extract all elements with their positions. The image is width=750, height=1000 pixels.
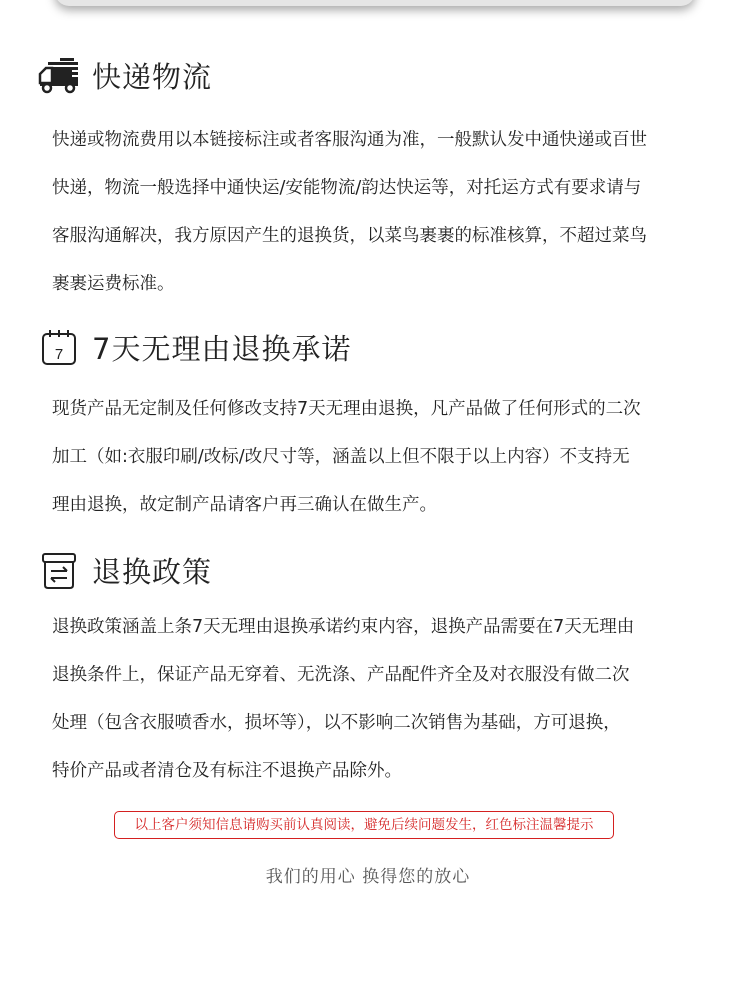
text-line: 现货产品无定制及任何修改支持7天无理由退换，凡产品做了任何形式的二次 — [52, 399, 641, 419]
text-line: 特价产品或者清仓及有标注不退换产品除外。 — [52, 761, 402, 781]
text-line: 裹裹运费标准。 — [52, 274, 175, 294]
text-line: 快递或物流费用以本链接标注或者客服沟通为准，一般默认发中通快递或百世 — [52, 130, 647, 150]
exchange-box-icon — [38, 551, 82, 591]
calendar-day-number: 7 — [54, 345, 64, 363]
delivery-truck-icon — [38, 56, 82, 96]
section-body-delivery — [52, 124, 702, 316]
section-body-exchange-policy — [52, 611, 702, 803]
text-line: 理由退换，故定制产品请客户再三确认在做生产。 — [52, 495, 437, 515]
section-title: 7天无理由退换承诺 — [92, 332, 352, 366]
top-card-edge — [55, 0, 695, 6]
calendar-icon — [38, 328, 82, 368]
text-line: 处理（包含衣服喷香水，损坏等），以不影响二次销售为基础，方可退换， — [52, 713, 621, 733]
text-line: 快递，物流一般选择中通快运/安能物流/韵达快运等，对托运方式有要求请与 — [52, 178, 642, 198]
text-line: 退换政策涵盖上条7天无理由退换承诺约束内容，退换产品需要在7天无理由 — [52, 617, 635, 637]
section-heading-seven-day — [38, 327, 351, 368]
footer-slogan: 我们的用心 换得您的放心 — [265, 867, 471, 887]
section-title: 快递物流 — [92, 60, 213, 94]
text-line: 客服沟通解决，我方原因产生的退换货，以菜鸟裹裹的标准核算，不超过菜鸟 — [52, 226, 647, 246]
section-heading-exchange-policy — [38, 550, 212, 591]
section-body-seven-day — [52, 393, 702, 537]
section-title: 退换政策 — [92, 555, 213, 589]
text-line: 加工（如:衣服印刷/改标/改尺寸等，涵盖以上但不限于以上内容）不支持无 — [52, 447, 630, 467]
section-heading-delivery — [38, 55, 212, 96]
notice-banner: 以上客户须知信息请购买前认真阅读，避免后续问题发生，红色标注温馨提示 — [114, 811, 614, 839]
text-line: 退换条件上，保证产品无穿着、无洗涤、产品配件齐全及对衣服没有做二次 — [52, 665, 630, 685]
